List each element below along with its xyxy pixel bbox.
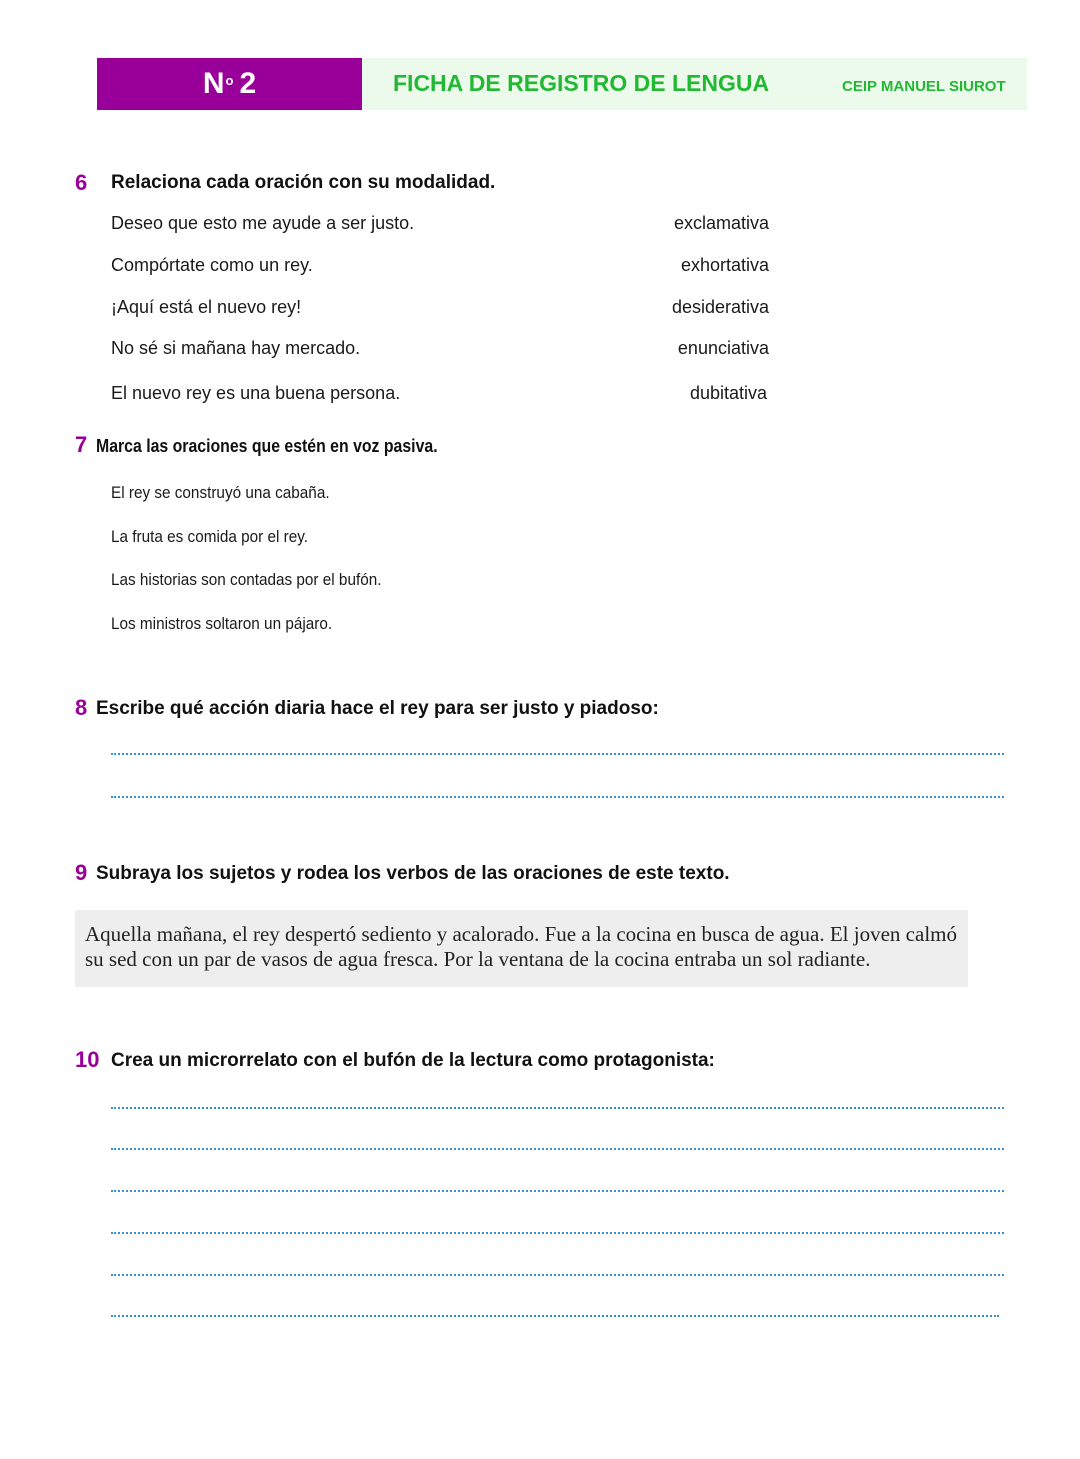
question-9-number: 9 [75,860,88,885]
q6-sentence-5: El nuevo rey es una buena persona. [111,383,401,403]
question-6-prompt: Relaciona cada oración con su modalidad. [111,172,496,193]
answer-line[interactable] [111,1190,1004,1192]
answer-line[interactable] [111,1315,999,1317]
q7-sentence-1: El rey se construyó una cabaña. [111,483,330,502]
question-9-prompt: Subraya los sujetos y rodea los verbos de las oraciones de este texto. [96,863,730,884]
reading-text: Aquella mañana, el rey despertó sediento y acalorado. Fue a la cocina en busca de agua. El joven calmó su sed con un par de vasos de agua fresca. Por la ventana de la cocina entraba un sol radiante. [85,922,957,971]
school-name: CEIP MANUEL SIUROT [842,78,1006,95]
q6-modality-5: dubitativa [689,383,767,403]
answer-line[interactable] [111,1232,1004,1234]
q6-modality-4: enunciativa [677,338,769,358]
page-title: FICHA DE REGISTRO DE LENGUA [393,70,770,96]
answer-line[interactable] [111,1107,1004,1109]
q6-sentence-3: ¡Aquí está el nuevo rey! [111,297,302,317]
q6-sentence-2: Compórtate como un rey. [111,255,313,275]
answer-line[interactable] [111,1148,1004,1150]
question-7-number: 7 [75,432,88,457]
answer-line[interactable] [111,796,1004,798]
question-10-prompt: Crea un microrrelato con el bufón de la lectura como protagonista: [111,1050,715,1071]
question-10-number: 10 [75,1047,100,1072]
reading-text-box [75,910,968,987]
q6-modality-2: exhortativa [680,255,769,275]
q6-sentence-1: Deseo que esto me ayude a ser justo. [111,213,415,233]
q6-modality-3: desiderativa [671,297,769,317]
question-6-number: 6 [75,170,88,195]
q6-modality-1: exclamativa [673,213,769,233]
answer-line[interactable] [111,753,1004,755]
q7-sentence-2: La fruta es comida por el rey. [111,527,309,546]
question-8-number: 8 [75,695,88,720]
q7-sentence-3: Las historias son contadas por el bufón. [111,570,382,589]
sheet-number-badge [97,58,362,110]
answer-line[interactable] [111,1274,1004,1276]
q7-sentence-4: Los ministros soltaron un pájaro. [111,614,333,633]
sheet-number-prefix: N [202,67,225,100]
sheet-number-sup: o [225,72,234,88]
sheet-number-value: 2 [239,67,257,100]
q6-sentence-4: No sé si mañana hay mercado. [111,338,361,358]
question-8-prompt: Escribe qué acción diaria hace el rey para ser justo y piadoso: [96,698,659,719]
question-7-prompt: Marca las oraciones que estén en voz pasiva. [96,436,438,456]
